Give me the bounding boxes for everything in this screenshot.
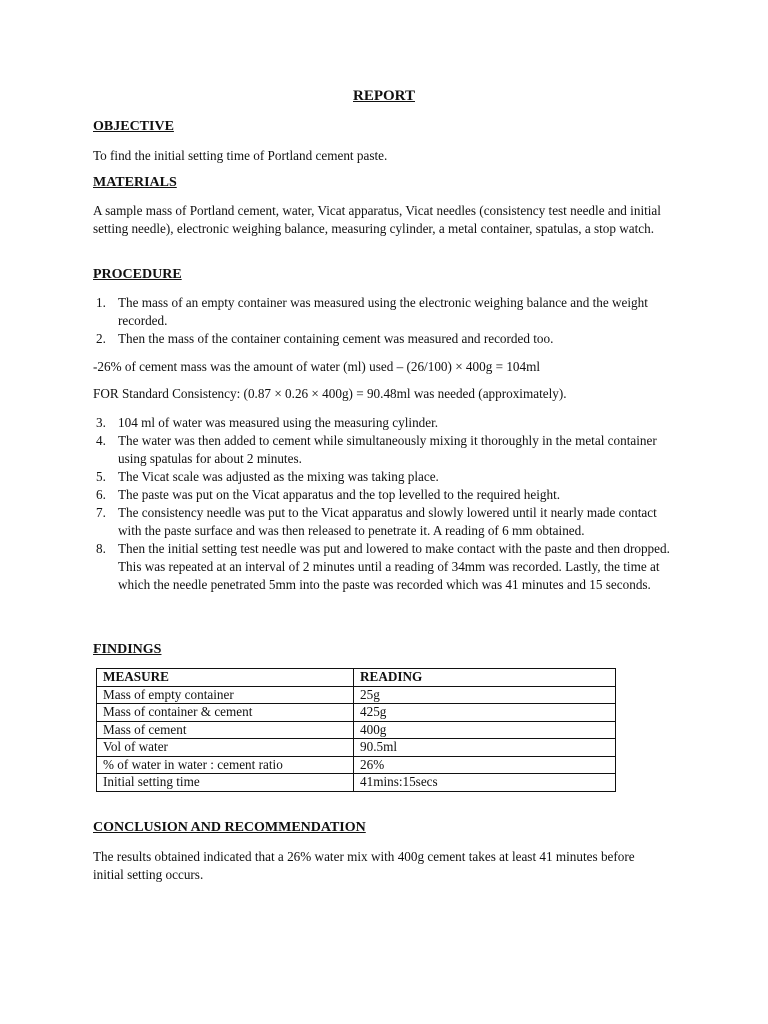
measure-cell: Initial setting time <box>97 774 354 792</box>
materials-heading: MATERIALS <box>93 175 177 190</box>
reading-cell: 90.5ml <box>354 739 616 757</box>
procedure-step <box>93 486 683 504</box>
procedure-step <box>93 504 683 540</box>
objective-text: To find the initial setting time of Portland cement paste. <box>93 148 388 163</box>
findings-table <box>96 668 616 792</box>
table-row <box>97 756 616 774</box>
procedure-heading: PROCEDURE <box>93 267 182 282</box>
step-number: 8. <box>96 541 106 556</box>
step-number: 1. <box>96 295 106 310</box>
step-number: 2. <box>96 331 106 346</box>
procedure-steps-second <box>93 414 683 594</box>
step-number: 3. <box>96 415 106 430</box>
findings-heading: FINDINGS <box>93 642 162 657</box>
step-number: 7. <box>96 505 106 520</box>
procedure-step <box>93 330 683 348</box>
table-row <box>97 721 616 739</box>
conclusion-heading: CONCLUSION AND RECOMMENDATION <box>93 820 366 835</box>
report-title: REPORT <box>353 88 415 104</box>
measure-cell: Mass of cement <box>97 721 354 739</box>
table-row <box>97 774 616 792</box>
standard-consistency-note: FOR Standard Consistency: (0.87 × 0.26 × 400g) = 90.48ml was needed (approximately). <box>93 386 567 401</box>
table-header-row <box>97 669 616 687</box>
step-text: Then the initial setting test needle was put and lowered to make contact with the paste and then dropped. This was repeated at an interval of 2 minutes until a reading of 34mm was recorded. Lastly, the time at which the needle penetrated 5mm into the paste was recorded which was 41 minutes and 15 seconds. <box>118 541 670 592</box>
step-text: The water was then added to cement while simultaneously mixing it thoroughly in the metal container using spatulas for about 2 minutes. <box>118 433 657 466</box>
step-number: 4. <box>96 433 106 448</box>
measure-cell: Mass of container & cement <box>97 704 354 722</box>
procedure-steps-first <box>93 294 683 348</box>
step-text: The consistency needle was put to the Vicat apparatus and slowly lowered until it nearly made contact with the paste surface and was then released to penetrate it. A reading of 6 mm obtained. <box>118 505 657 538</box>
step-text: Then the mass of the container containing cement was measured and recorded too. <box>118 331 554 346</box>
procedure-step <box>93 294 683 330</box>
objective-heading: OBJECTIVE <box>93 119 174 134</box>
reading-cell: 400g <box>354 721 616 739</box>
column-header-measure: MEASURE <box>97 669 354 687</box>
step-text: 104 ml of water was measured using the measuring cylinder. <box>118 415 439 430</box>
table-row <box>97 739 616 757</box>
step-text: The Vicat scale was adjusted as the mixing was taking place. <box>118 469 439 484</box>
procedure-step <box>93 432 683 468</box>
procedure-step <box>93 540 683 594</box>
reading-cell: 26% <box>354 756 616 774</box>
measure-cell: % of water in water : cement ratio <box>97 756 354 774</box>
reading-cell: 25g <box>354 686 616 704</box>
step-text: The mass of an empty container was measured using the electronic weighing balance and the weight recorded. <box>118 295 648 328</box>
table-row <box>97 704 616 722</box>
water-calculation-note: -26% of cement mass was the amount of water (ml) used – (26/100) × 400g = 104ml <box>93 359 541 374</box>
step-number: 6. <box>96 487 106 502</box>
measure-cell: Vol of water <box>97 739 354 757</box>
table-row <box>97 686 616 704</box>
measure-cell: Mass of empty container <box>97 686 354 704</box>
procedure-step <box>93 468 683 486</box>
step-number: 5. <box>96 469 106 484</box>
step-text: The paste was put on the Vicat apparatus and the top levelled to the required height. <box>118 487 561 502</box>
column-header-reading: READING <box>354 669 616 687</box>
materials-text: A sample mass of Portland cement, water, Vicat apparatus, Vicat needles (consistency test needle and initial setting needle), electronic weighing balance, measuring cylinder, a metal container, spatulas, a stop watch. <box>93 203 661 236</box>
procedure-step <box>93 414 683 432</box>
reading-cell: 41mins:15secs <box>354 774 616 792</box>
conclusion-text: The results obtained indicated that a 26% water mix with 400g cement takes at least 41 minutes before initial setting occurs. <box>93 849 635 882</box>
reading-cell: 425g <box>354 704 616 722</box>
